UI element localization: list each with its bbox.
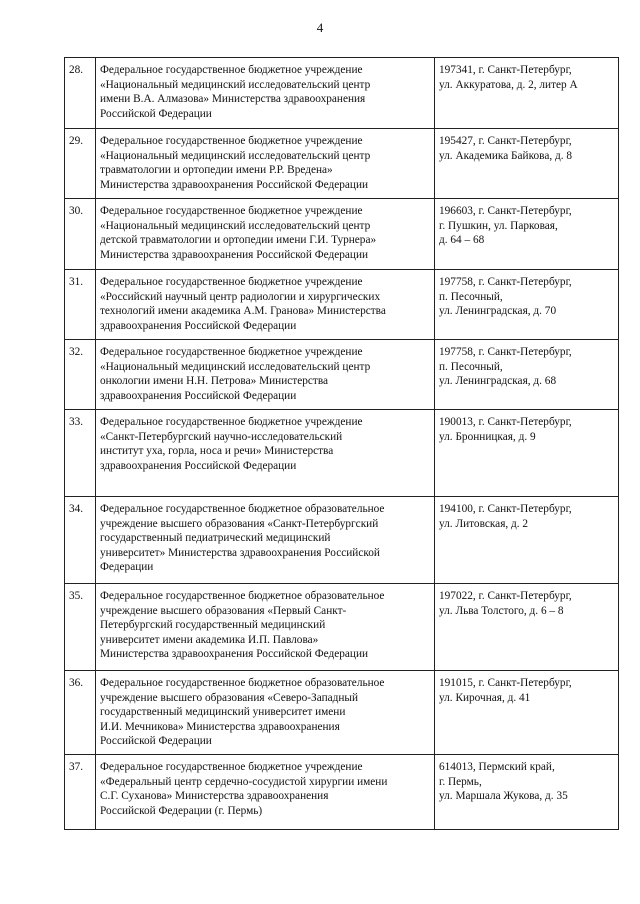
- organization-address: 191015, г. Санкт-Петербург, ул. Кирочная, д. 41: [439, 677, 572, 704]
- organization-name: Федеральное государственное бюджетное учреждение «Национальный медицинский исследовательский центр онкологии имени Н.Н. Петрова» Министерства здравоохранения Российской Федерации: [100, 346, 371, 402]
- organization-address: 197022, г. Санкт-Петербург, ул. Льва Толстого, д. 6 – 8: [439, 590, 572, 617]
- organization-address: 190013, г. Санкт-Петербург, ул. Бронницкая, д. 9: [439, 416, 572, 443]
- page-number: 4: [316, 20, 324, 35]
- table-row: [65, 755, 619, 830]
- organization-address: 196603, г. Санкт-Петербург, г. Пушкин, ул. Парковая, д. 64 – 68: [439, 205, 572, 247]
- table-row: [65, 199, 619, 270]
- organization-name: Федеральное государственное бюджетное образовательное учреждение высшего образования «Первый Санкт- Петербургский государственный медицинский университет имени академика И.П. Павлова» Министерства здравоохранения Российской Федерации: [100, 590, 385, 661]
- row-number: 37.: [65, 755, 96, 830]
- table-row: [65, 410, 619, 497]
- row-number: 28.: [65, 58, 96, 129]
- table-row: [65, 340, 619, 410]
- row-number: 36.: [65, 671, 96, 755]
- organization-address: 197758, г. Санкт-Петербург, п. Песочный, ул. Ленинградская, д. 68: [439, 346, 572, 388]
- organization-name: Федеральное государственное бюджетное учреждение «Российский научный центр радиологии и хирургических технологий имени академика А.М. Гранова» Министерства здравоохранения Российской Федерации: [100, 276, 386, 332]
- organizations-table: [64, 57, 619, 830]
- organization-name: Федеральное государственное бюджетное учреждение «Национальный медицинский исследовательский центр травматологии и ортопедии имени Р.Р. Вредена» Министерства здравоохранения Российской Федерации: [100, 135, 371, 191]
- organization-address: 195427, г. Санкт-Петербург, ул. Академика Байкова, д. 8: [439, 135, 573, 162]
- row-number: 33.: [65, 410, 96, 497]
- table-row: [65, 58, 619, 129]
- row-number: 34.: [65, 497, 96, 584]
- organization-address: 197758, г. Санкт-Петербург, п. Песочный, ул. Ленинградская, д. 70: [439, 276, 572, 318]
- row-number: 31.: [65, 270, 96, 340]
- row-number: 30.: [65, 199, 96, 270]
- table-row: [65, 671, 619, 755]
- table-row: [65, 584, 619, 671]
- organization-address: 614013, Пермский край, г. Пермь, ул. Маршала Жукова, д. 35: [439, 761, 568, 803]
- table-row: [65, 497, 619, 584]
- row-number: 29.: [65, 129, 96, 199]
- organization-name: Федеральное государственное бюджетное образовательное учреждение высшего образования «Северо-Западный государственный медицинский университет имени И.И. Мечникова» Министерства здравоохранения Российской Федерации: [100, 677, 385, 748]
- row-number: 32.: [65, 340, 96, 410]
- organization-address: 197341, г. Санкт-Петербург, ул. Аккуратова, д. 2, литер А: [439, 64, 578, 91]
- table-row: [65, 129, 619, 199]
- organization-name: Федеральное государственное бюджетное учреждение «Национальный медицинский исследовательский центр имени В.А. Алмазова» Министерства здравоохранения Российской Федерации: [100, 64, 371, 120]
- organization-name: Федеральное государственное бюджетное учреждение «Национальный медицинский исследовательский центр детской травматологии и ортопедии имени Г.И. Турнера» Министерства здравоохранения Российской Федерации: [100, 205, 377, 261]
- organization-name: Федеральное государственное бюджетное учреждение «Санкт-Петербургский научно-исследовательский институт уха, горла, носа и речи» Министерства здравоохранения Российской Федерации: [100, 416, 363, 472]
- organization-name: Федеральное государственное бюджетное учреждение «Федеральный центр сердечно-сосудистой хирургии имени С.Г. Суханова» Министерства здравоохранения Российской Федерации (г. Пермь): [100, 761, 388, 817]
- organization-address: 194100, г. Санкт-Петербург, ул. Литовская, д. 2: [439, 503, 572, 530]
- row-number: 35.: [65, 584, 96, 671]
- organization-name: Федеральное государственное бюджетное образовательное учреждение высшего образования «Санкт-Петербургский государственный педиатрический медицинский университет» Министерства здравоохранения Российской Федерации: [100, 503, 385, 574]
- table-row: [65, 270, 619, 340]
